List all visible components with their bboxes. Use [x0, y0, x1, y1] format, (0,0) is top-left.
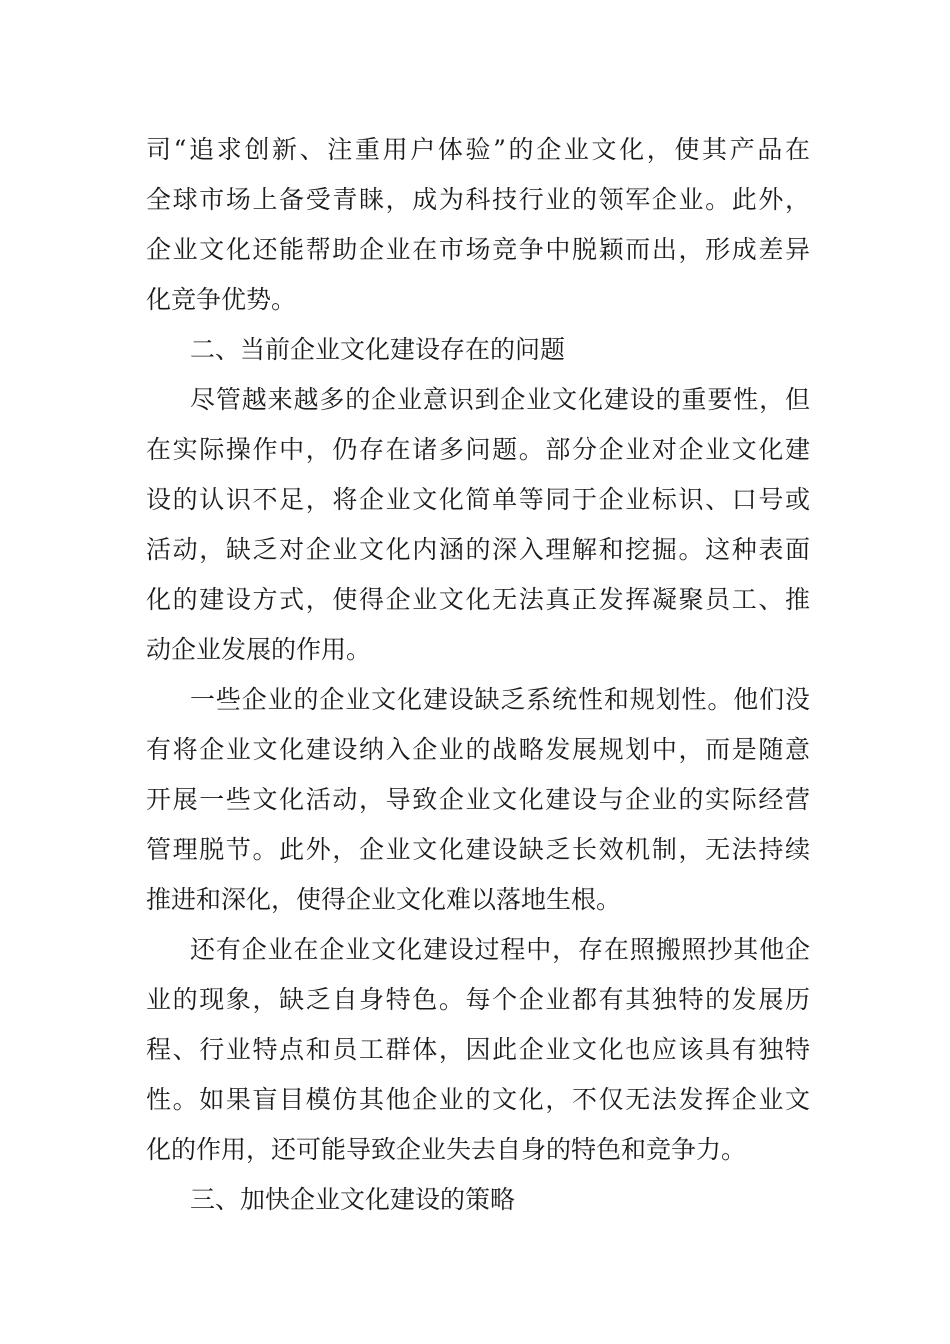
section-heading: 三、加快企业文化建设的策略	[190, 1185, 516, 1214]
text-line: 性。如果盲目模仿其他企业的文化，不仅无法发挥企业文	[146, 1085, 810, 1114]
text-line: 推进和深化，使得企业文化难以落地生根。	[146, 885, 622, 914]
text-line: 一些企业的企业文化建设缺乏系统性和规划性。他们没	[190, 685, 810, 714]
text-line: 开展一些文化活动，导致企业文化建设与企业的实际经营	[146, 785, 810, 814]
text-line: 管理脱节。此外，企业文化建设缺乏长效机制，无法持续	[146, 835, 810, 864]
text-line: 化竞争优势。	[146, 285, 297, 314]
text-line: 活动，缺乏对企业文化内涵的深入理解和挖掘。这种表面	[146, 535, 810, 564]
text-line: 化的建设方式，使得企业文化无法真正发挥凝聚员工、推	[146, 585, 810, 614]
text-line: 业的现象，缺乏自身特色。每个企业都有其独特的发展历	[146, 985, 810, 1014]
text-line: 设的认识不足，将企业文化简单等同于企业标识、口号或	[146, 485, 810, 514]
text-line: 企业文化还能帮助企业在市场竞争中脱颖而出，形成差异	[146, 235, 810, 264]
text-line: 程、行业特点和员工群体，因此企业文化也应该具有独特	[146, 1035, 810, 1064]
text-line: 还有企业在企业文化建设过程中，存在照搬照抄其他企	[190, 935, 810, 964]
text-line: 化的作用，还可能导致企业失去自身的特色和竞争力。	[146, 1135, 747, 1164]
text-line: 动企业发展的作用。	[146, 635, 372, 664]
text-line: 有将企业文化建设纳入企业的战略发展规划中，而是随意	[146, 735, 810, 764]
section-heading: 二、当前企业文化建设存在的问题	[190, 335, 566, 364]
text-line: 尽管越来越多的企业意识到企业文化建设的重要性，但	[190, 385, 810, 414]
text-line: 在实际操作中，仍存在诸多问题。部分企业对企业文化建	[146, 435, 810, 464]
text-line: 全球市场上备受青睐，成为科技行业的领军企业。此外，	[146, 185, 810, 214]
document-body	[146, 125, 810, 1225]
text-line: 司“追求创新、注重用户体验”的企业文化，使其产品在	[146, 135, 810, 164]
